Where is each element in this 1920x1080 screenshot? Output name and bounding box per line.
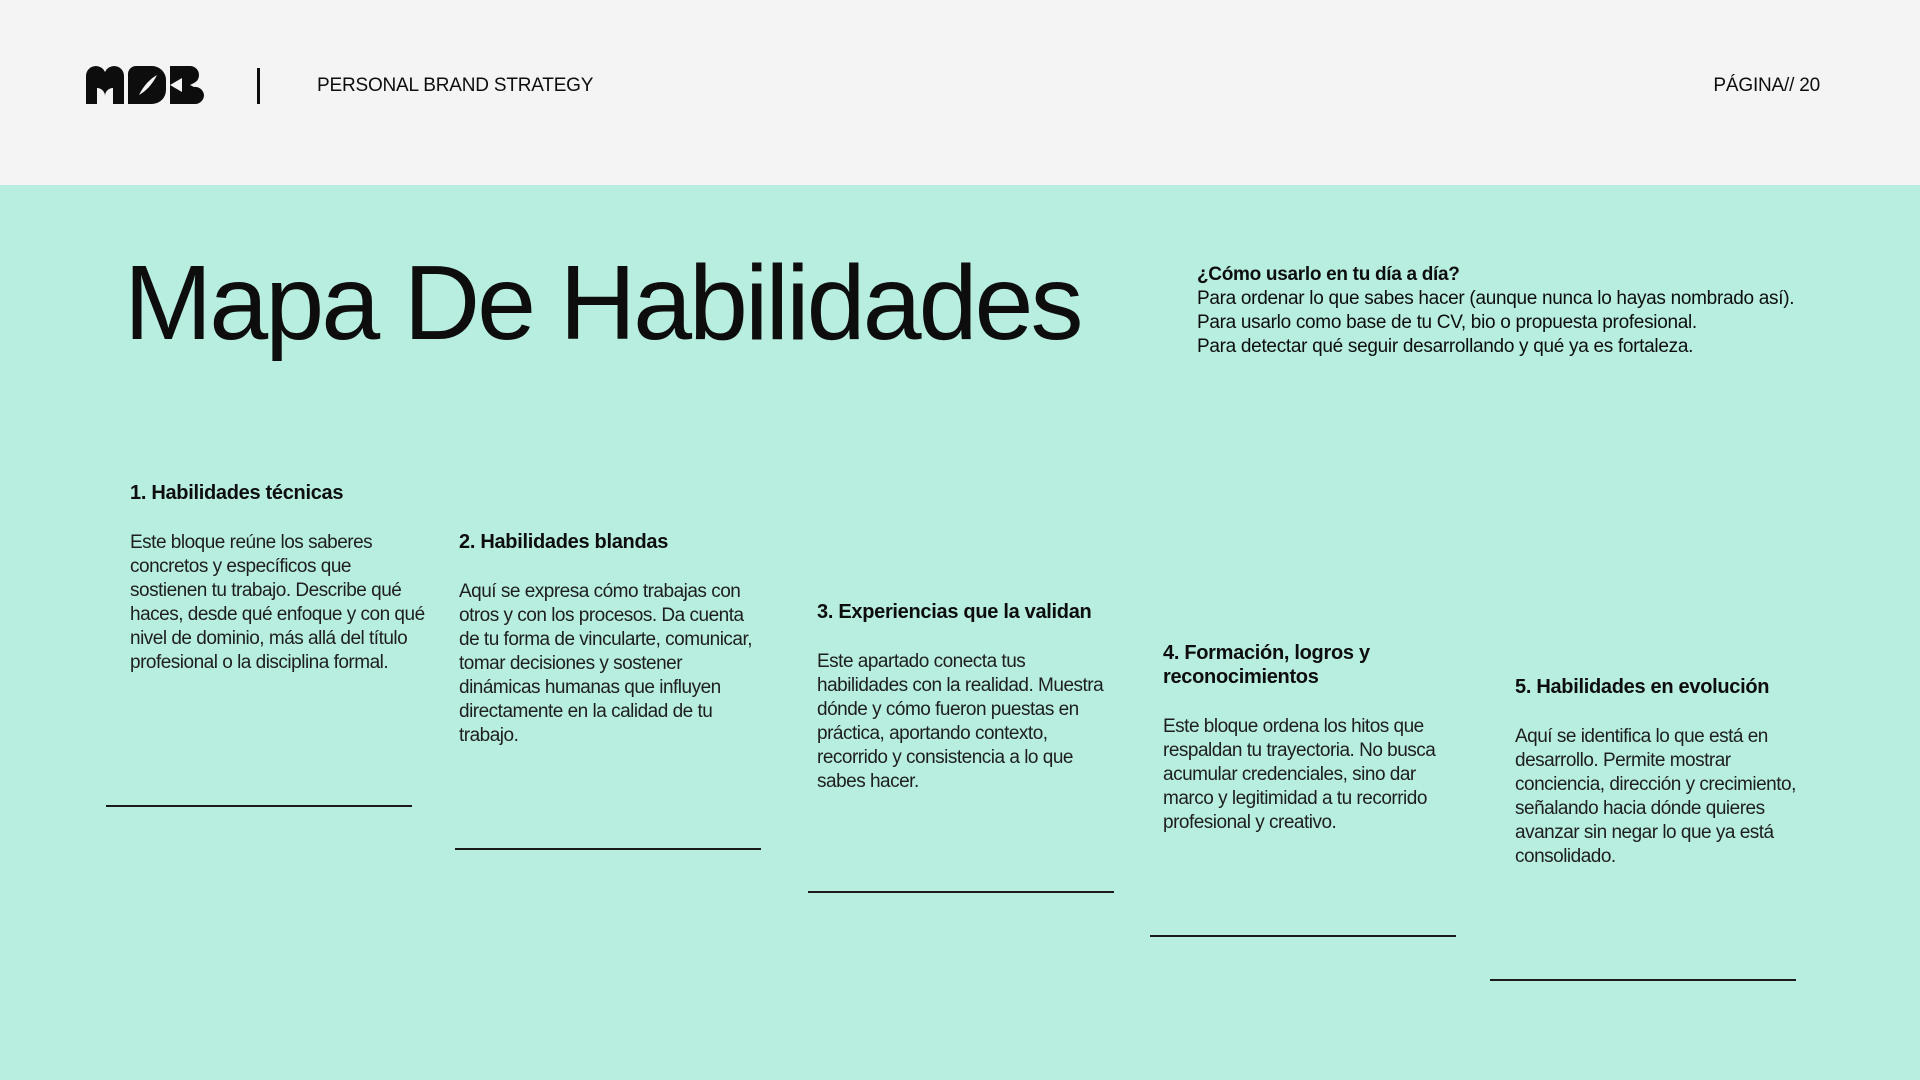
block-divider-line <box>106 805 412 807</box>
header-divider <box>257 68 260 104</box>
usage-line: Para detectar qué seguir desarrollando y qué ya es fortaleza. <box>1197 336 1694 357</box>
usage-heading: ¿Cómo usarlo en tu día a día? <box>1197 264 1460 285</box>
block-text: Aquí se expresa cómo trabajas con otros y con los procesos. Da cuenta de tu forma de vincularte, comunicar, tomar decisiones y sostener dinámicas humanas que influyen directamente en la calidad de tu trabajo. <box>459 581 753 746</box>
skill-block-education <box>1163 641 1459 835</box>
block-divider-line <box>1490 979 1796 981</box>
page-number: PÁGINA// 20 <box>1713 75 1820 96</box>
skill-block-soft <box>459 530 759 748</box>
main-content <box>0 185 1920 1080</box>
usage-line: Para usarlo como base de tu CV, bio o propuesta profesional. <box>1197 312 1697 333</box>
block-divider-line <box>455 848 761 850</box>
block-divider-line <box>808 891 1114 893</box>
usage-box <box>1197 263 1837 359</box>
block-text: Este bloque ordena los hitos que respaldan tu trayectoria. No busca acumular credenciales, sino dar marco y legitimidad a tu recorrido profesional y creativo. <box>1163 716 1436 833</box>
header-title: PERSONAL BRAND STRATEGY <box>317 75 594 96</box>
page-title: Mapa De Habilidades <box>124 244 1081 362</box>
block-title: 5. Habilidades en evolución <box>1515 676 1770 698</box>
block-title: 3. Experiencias que la validan <box>817 601 1092 623</box>
skill-block-experience <box>817 600 1113 794</box>
block-title: 1. Habilidades técnicas <box>130 482 344 504</box>
block-text: Este apartado conecta tus habilidades con la realidad. Muestra dónde y cómo fueron puestas en práctica, aportando contexto, recorrido y consistencia a lo que sabes hacer. <box>817 651 1104 792</box>
block-divider-line <box>1150 935 1456 937</box>
skill-block-technical <box>130 481 430 675</box>
skill-block-evolution <box>1515 675 1807 869</box>
usage-line: Para ordenar lo que sabes hacer (aunque nunca lo hayas nombrado así). <box>1197 288 1795 309</box>
block-text: Este bloque reúne los saberes concretos y específicos que sostienen tu trabajo. Describe qué haces, desde qué enfoque y con qué nivel de dominio, más allá del título profesional o la disciplina formal. <box>130 532 425 673</box>
block-title: 2. Habilidades blandas <box>459 531 669 553</box>
mdb-logo <box>86 66 204 104</box>
block-title: 4. Formación, logros y reconocimientos <box>1163 642 1370 688</box>
page-header <box>0 0 1920 185</box>
block-text: Aquí se identifica lo que está en desarrollo. Permite mostrar conciencia, dirección y crecimiento, señalando hacia dónde quieres avanzar sin negar lo que ya está consolidado. <box>1515 726 1796 867</box>
